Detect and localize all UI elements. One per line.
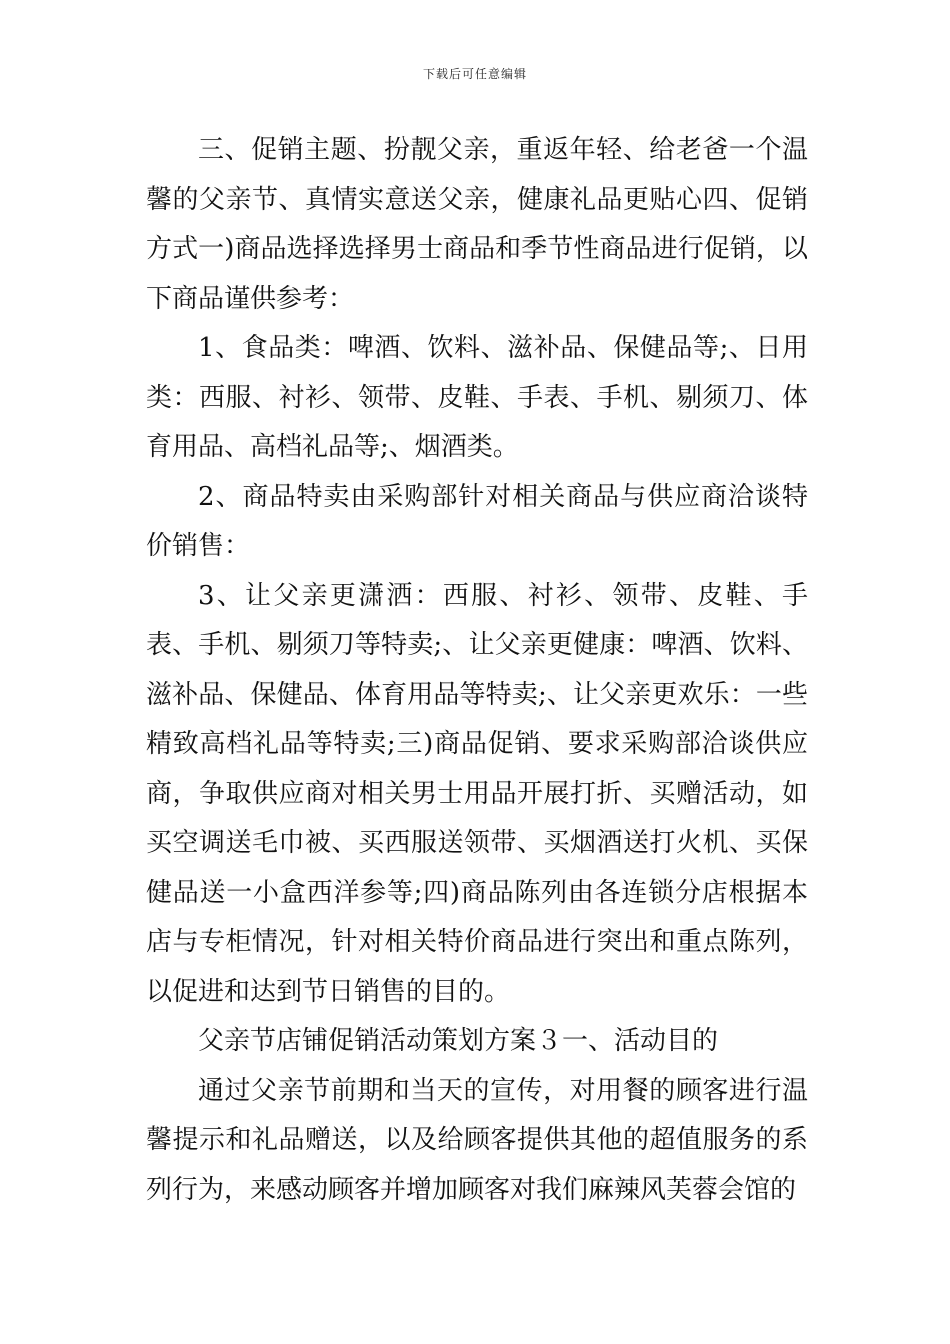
page-header: 下载后可任意编辑 — [422, 67, 527, 81]
paragraph-product-categories: 1、食品类：啤酒、饮料、滋补品、保健品等;、日用类：西服、衬衫、领带、皮鞋、手表、手机、剔须刀、体育用品、高档礼品等;、烟酒类。 — [146, 333, 808, 462]
document-body — [146, 126, 808, 1215]
paragraph-father-offers: 3、让父亲更潇洒：西服、衬衫、领带、皮鞋、手表、手机、剔须刀等特卖;、让父亲更健康：啤酒、饮料、滋补品、保健品、体育用品等特卖;、让父亲更欢乐：一些精致高档礼品等特卖;三)商品促销、要求采购部洽谈供应商，争取供应商对相关男士用品开展打折、买赠活动，如买空调送毛巾被、买西服送领带、买烟酒送打火机、买保健品送一小盒西洋参等;四)商品陈列由各连锁分店根据本店与专柜情况，针对相关特价商品进行突出和重点陈列，以促进和达到节日销售的目的。 — [146, 580, 808, 1007]
paragraph-special-sale: 2、商品特卖由采购部针对相关商品与供应商洽谈特价销售： — [146, 481, 808, 561]
paragraph-plan-heading: 父亲节店铺促销活动策划方案３一、活动目的 — [198, 1026, 719, 1056]
paragraph-promotion-theme: 三、促销主题、扮靓父亲，重返年轻、给老爸一个温馨的父亲节、真情实意送父亲，健康礼品更贴心四、促销方式一)商品选择选择男士商品和季节性商品进行促销，以下商品谨供参考： — [146, 135, 808, 314]
paragraph-activity-purpose: 通过父亲节前期和当天的宣传，对用餐的顾客进行温馨提示和礼品赠送，以及给顾客提供其他的超值服务的系列行为，来感动顾客并增加顾客对我们麻辣风芙蓉会馆的 — [146, 1075, 808, 1205]
